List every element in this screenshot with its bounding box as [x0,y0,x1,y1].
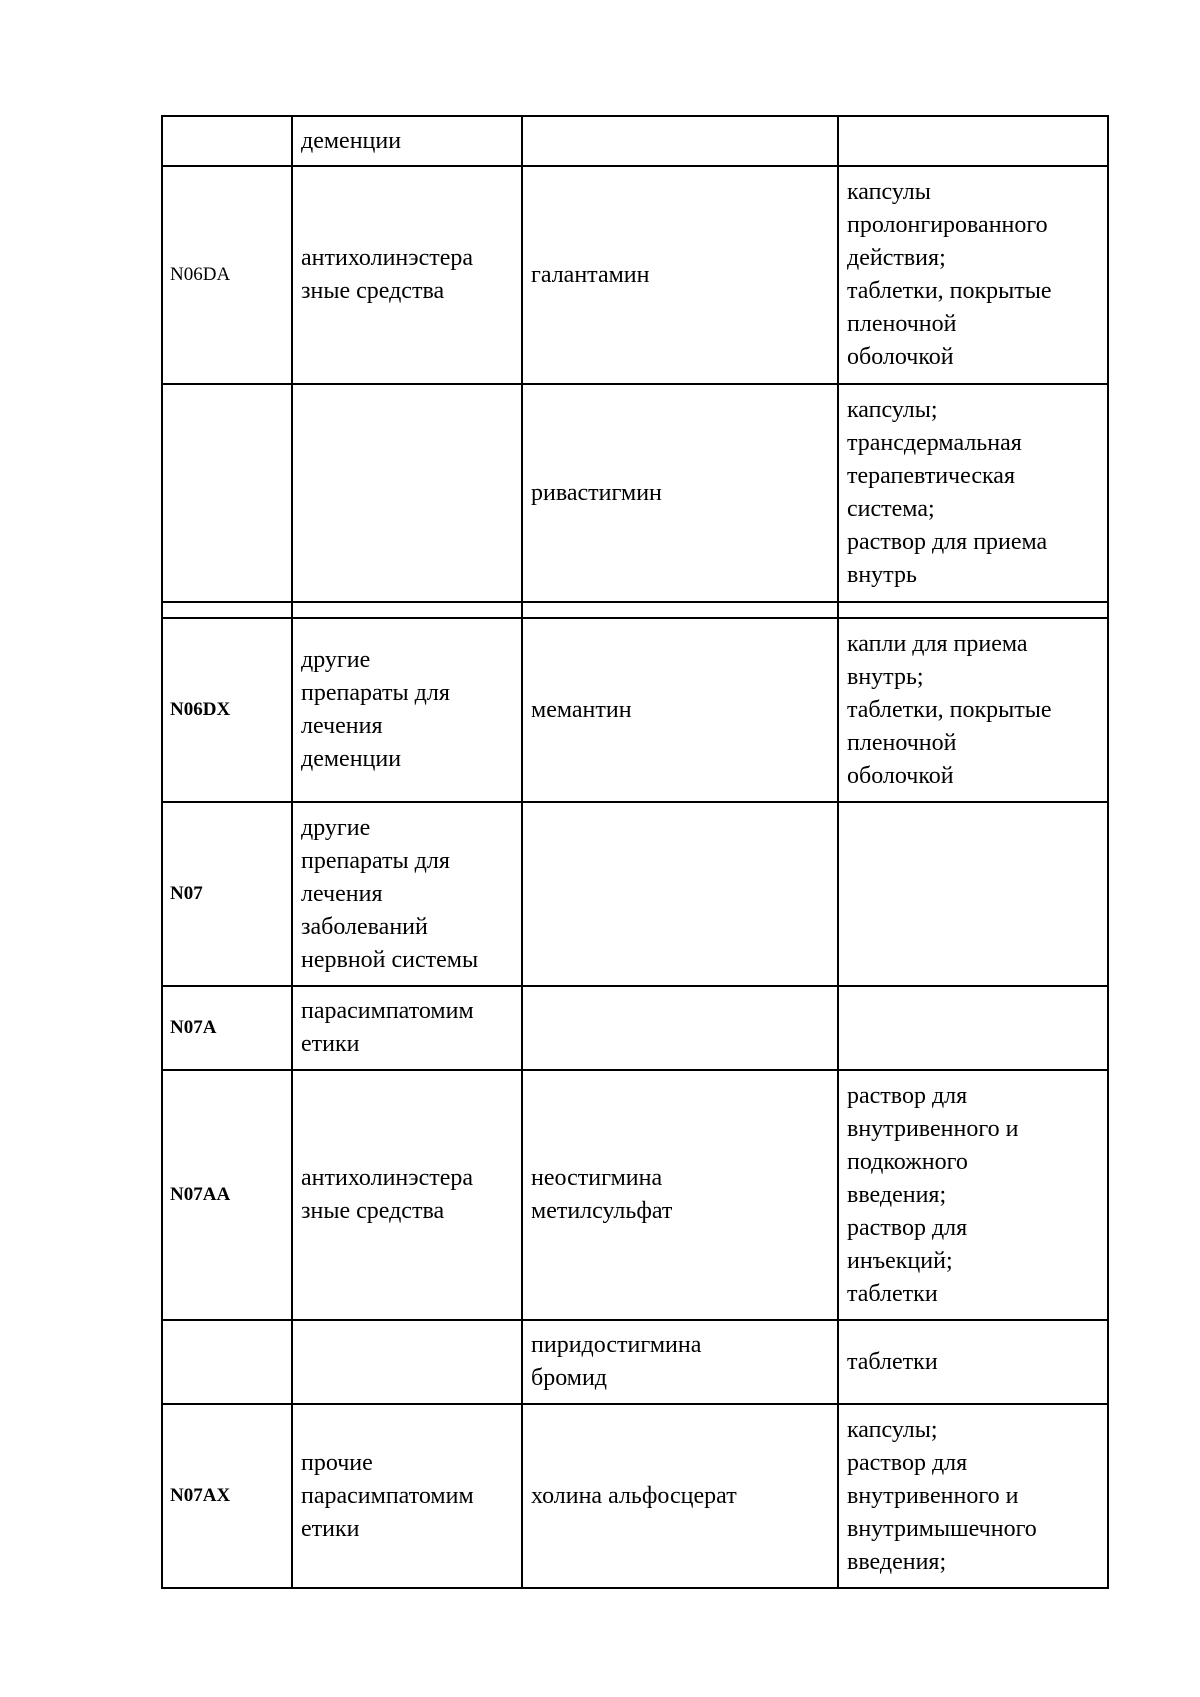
dosage-form-line: капсулы; [847,397,938,423]
group-name-line: етики [301,1515,360,1542]
table-row [162,384,1108,602]
dosage-form-line: действия; [847,245,946,271]
group-name-line: зные средства [301,278,445,304]
spacer-cell [522,602,838,618]
dosage-form-line: капсулы; [847,1416,938,1443]
dosage-form-line: раствор для [847,1449,968,1476]
group-name-cell [292,166,522,384]
group-name-line: антихолинэстера [301,245,474,271]
dosage-form-line: трансдермальная [847,430,1022,456]
dosage-form-line: внутрь; [847,663,924,690]
group-name-cell [292,116,522,166]
group-name-line: препараты для [301,680,450,706]
dosage-form-cell [838,1404,1108,1588]
group-name-line: лечения [301,713,383,739]
substance-cell [522,1320,838,1404]
substance-cell [522,116,838,166]
dosage-form-line: пролонгированного [847,212,1048,238]
table-row [162,166,1108,384]
dosage-form-line: таблетки, покрытые [847,696,1052,723]
dosage-form-line: подкожного [847,1148,968,1175]
substance-line: метилсульфат [531,1198,673,1224]
dosage-form-cell [838,1070,1108,1320]
substance-cell [522,1404,838,1588]
group-name-line: другие [301,814,371,841]
substance-cell [522,618,838,802]
group-name-line: зные средства [301,1198,445,1224]
atc-code-cell [162,166,292,384]
dosage-form-cell [838,618,1108,802]
substance-line: галантамин [531,261,650,288]
dosage-form-line: капсулы [847,179,931,205]
spacer-cell [292,602,522,618]
substance-cell [522,384,838,602]
dosage-form-cell [838,116,1108,166]
table-row [162,1070,1108,1320]
dosage-form-line: внутримышечного [847,1515,1037,1542]
dosage-form-cell [838,384,1108,602]
substance-line: холина альфосцерат [531,1482,737,1509]
atc-code-cell [162,802,292,986]
group-name-line: парасимпатомим [301,998,474,1024]
substance-line: бромид [531,1365,607,1391]
group-name-cell [292,1404,522,1588]
dosage-form-line: пленочной [847,729,957,756]
dosage-form-line: оболочкой [847,344,954,370]
atc-code-cell [162,384,292,602]
dosage-form-line: таблетки [847,1348,938,1375]
table-row [162,802,1108,986]
dosage-form-line: таблетки, покрытые [847,278,1052,304]
atc-code: N07 [170,883,203,904]
table-row [162,1404,1108,1588]
atc-code-cell [162,986,292,1070]
dosage-form-cell [838,986,1108,1070]
group-name-line: деменции [301,746,402,772]
dosage-form-line: терапевтическая [847,463,1015,489]
dosage-form-line: инъекций; [847,1247,953,1274]
atc-code: N06DX [170,699,231,720]
group-name-cell [292,384,522,602]
dosage-form-line: введения; [847,1181,947,1208]
group-name-cell [292,1320,522,1404]
group-name-cell [292,1070,522,1320]
atc-code-cell [162,116,292,166]
dosage-form-cell [838,802,1108,986]
dosage-form-line: внутрь [847,562,917,588]
group-name-line: парасимпатомим [301,1482,474,1509]
table-row [162,986,1108,1070]
dosage-form-line: таблетки [847,1280,938,1307]
substance-line: ривастигмин [531,479,662,506]
atc-code-cell [162,1070,292,1320]
dosage-form-line: оболочкой [847,762,954,789]
substance-cell [522,986,838,1070]
substance-cell [522,166,838,384]
atc-code: N06DA [170,264,231,285]
group-name-cell [292,802,522,986]
substance-cell [522,802,838,986]
substance-cell [522,1070,838,1320]
group-name-line: етики [301,1031,360,1057]
spacer-cell [162,602,292,618]
dosage-form-line: капли для приема [847,630,1028,657]
drug-table-body [162,116,1108,1588]
dosage-form-line: внутривенного и [847,1115,1019,1142]
group-name-line: другие [301,647,371,673]
dosage-form-line: раствор для [847,1082,968,1109]
table-row [162,618,1108,802]
dosage-form-cell [838,1320,1108,1404]
group-name-cell [292,986,522,1070]
group-name-line: препараты для [301,847,450,874]
group-name-line: нервной системы [301,946,479,973]
dosage-form-cell [838,166,1108,384]
atc-code: N07A [170,1017,217,1038]
dosage-form-line: пленочной [847,311,957,337]
atc-code: N07AX [170,1485,231,1506]
atc-code: N07AA [170,1184,231,1205]
dosage-form-line: внутривенного и [847,1482,1019,1509]
table-row [162,1320,1108,1404]
drug-table [161,115,1109,1589]
substance-line: пиридостигмина [531,1332,702,1358]
dosage-form-line: система; [847,496,935,522]
group-name-line: лечения [301,880,383,907]
atc-code-cell [162,1320,292,1404]
group-name-line: деменции [301,127,402,154]
group-name-line: заболеваний [301,913,428,940]
table-spacer-row [162,602,1108,618]
atc-code-cell [162,618,292,802]
dosage-form-line: раствор для [847,1214,968,1241]
dosage-form-line: раствор для приема [847,529,1048,555]
group-name-cell [292,618,522,802]
group-name-line: прочие [301,1449,373,1476]
dosage-form-line: введения; [847,1548,947,1575]
table-row [162,116,1108,166]
substance-line: мемантин [531,696,632,723]
substance-line: неостигмина [531,1165,663,1191]
spacer-cell [838,602,1108,618]
group-name-line: антихолинэстера [301,1165,474,1191]
atc-code-cell [162,1404,292,1588]
